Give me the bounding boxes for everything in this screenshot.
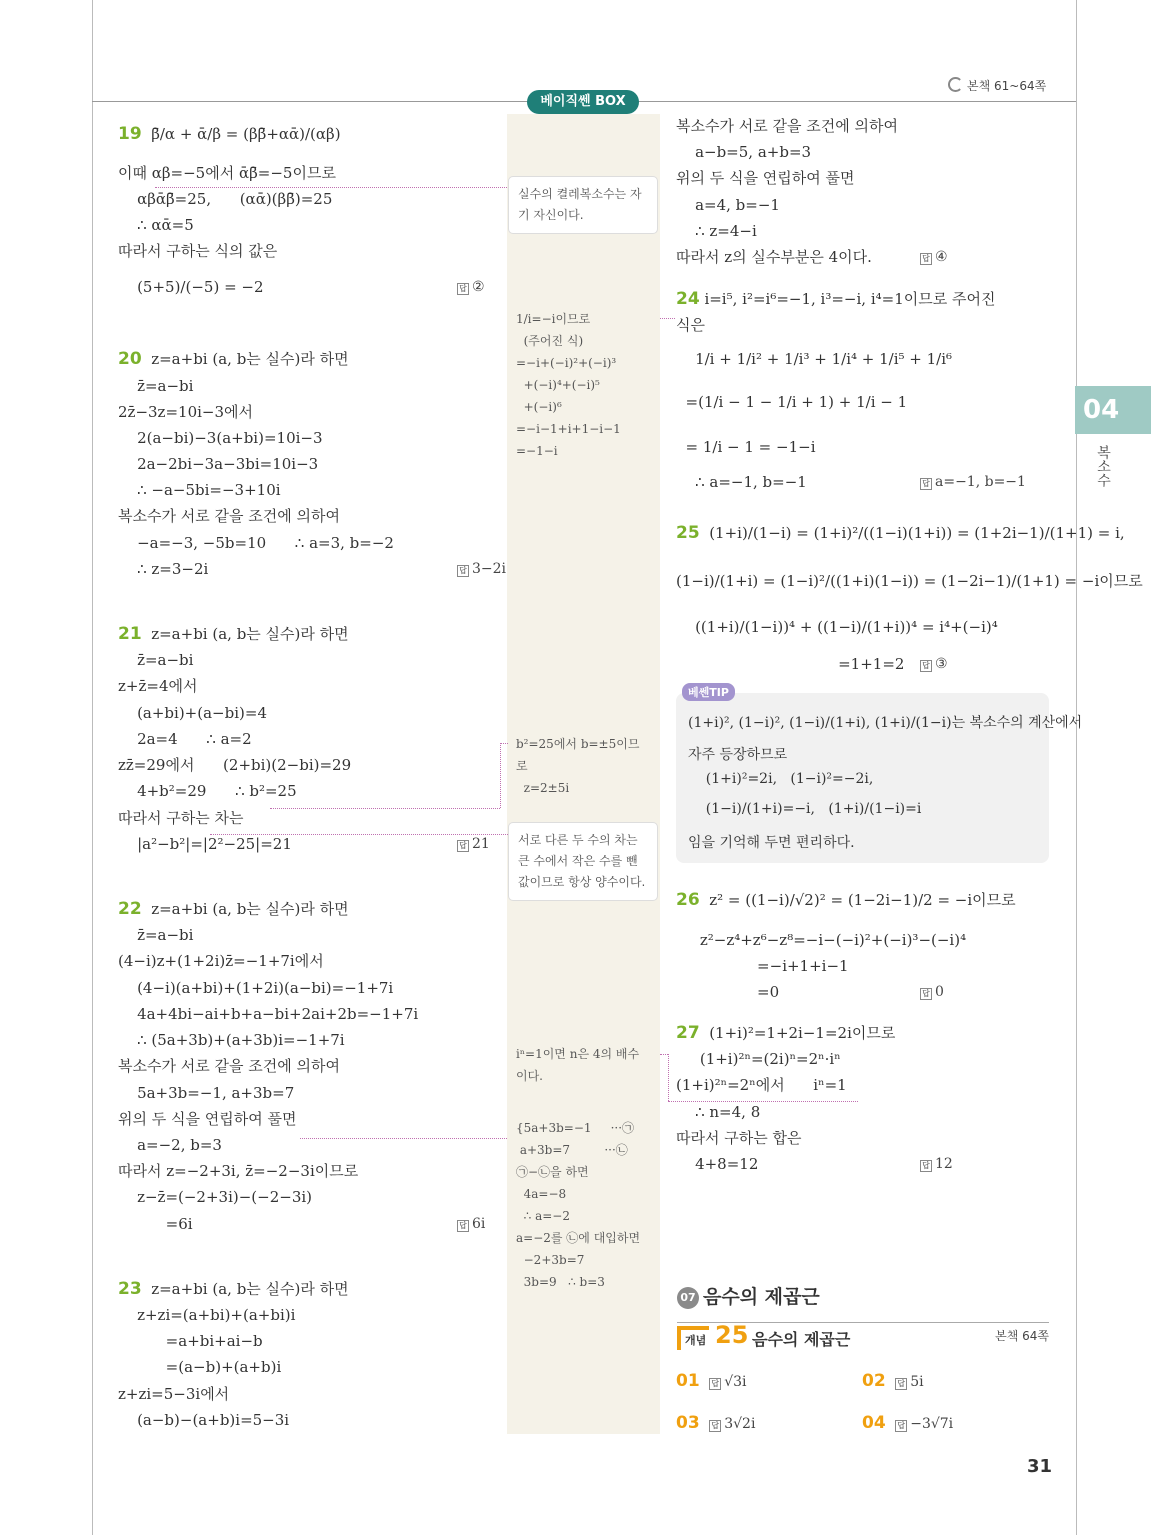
connector-line bbox=[500, 743, 508, 744]
tip-line: 자주 등장하므로 bbox=[688, 747, 788, 763]
solution-line: −a=−3, −5b=10 ∴ a=3, b=−2 bbox=[118, 534, 394, 552]
connector-line bbox=[668, 1054, 669, 1101]
solution-line: |a²−b²|=|2²−25|=21 bbox=[118, 835, 292, 853]
solution-line: ∴ z=4−i bbox=[676, 222, 757, 240]
solution-line: 복소수가 서로 같을 조건에 의하여 bbox=[118, 1057, 340, 1075]
solution-line: 따라서 구하는 합은 bbox=[676, 1129, 802, 1147]
chapter-tab: 04 bbox=[1075, 386, 1151, 434]
question-number: 19 bbox=[118, 124, 142, 144]
question-line: 19 β̄/α + ᾱ/β = (ββ̄+αᾱ)/(αβ) bbox=[118, 124, 341, 144]
solution-line: z−z̄=(−2+3i)−(−2−3i) bbox=[118, 1188, 313, 1206]
concept-number: 25 bbox=[715, 1321, 749, 1349]
solution-line: ((1+i)/(1−i))⁴ + ((1−i)/(1+i))⁴ = i⁴+(−i)⁴ bbox=[676, 618, 998, 636]
solution-line: z̄=a−bi bbox=[118, 377, 194, 395]
answer-item: 01 답 √3i bbox=[676, 1371, 747, 1391]
question-line: 26 z² = ((1−i)/√2)² = (1−2i−1)/2 = −i이므로 bbox=[676, 890, 1016, 910]
solution-line: =6i bbox=[118, 1215, 193, 1233]
answer-mark-icon: 답 bbox=[457, 565, 469, 577]
answer-mark-icon: 답 bbox=[457, 1220, 469, 1232]
tip-line: 임을 기억해 두면 편리하다. bbox=[688, 835, 855, 851]
connector-line bbox=[660, 318, 675, 319]
solution-line: zz̄=29에서 (2+bi)(2−bi)=29 bbox=[118, 756, 352, 774]
question-line: 22 z=a+bi (a, b는 실수)라 하면 bbox=[118, 899, 349, 919]
solution-line: ∴ z=3−2i bbox=[118, 560, 209, 578]
connector-line bbox=[155, 187, 507, 188]
tip-line: (1−i)/(1+i)=−i, (1+i)/(1−i)=i bbox=[688, 801, 922, 817]
book-reference: 본책 61~64쪽 bbox=[948, 77, 1046, 94]
tip-line: (1+i)²=2i, (1−i)²=−2i, bbox=[688, 771, 874, 787]
solution-line: 복소수가 서로 같을 조건에 의하여 bbox=[118, 507, 340, 525]
solution-line: 2a−2bi−3a−3bi=10i−3 bbox=[118, 455, 319, 473]
solution-line: a−b=5, a+b=3 bbox=[676, 143, 812, 161]
answer-item: 02 답 5i bbox=[862, 1371, 924, 1391]
question-line: 20 z=a+bi (a, b는 실수)라 하면 bbox=[118, 349, 349, 369]
answer-mark-icon: 답 bbox=[920, 1160, 932, 1172]
final-answer: 답 ② bbox=[457, 276, 485, 298]
solution-line: 위의 두 식을 연립하여 풀면 bbox=[118, 1110, 297, 1128]
question-line: 23 z=a+bi (a, b는 실수)라 하면 bbox=[118, 1279, 349, 1299]
question-line: 21 z=a+bi (a, b는 실수)라 하면 bbox=[118, 624, 349, 644]
question-number: 20 bbox=[118, 349, 142, 369]
solution-line: ∴ αᾱ=5 bbox=[118, 216, 194, 234]
question-number: 24 bbox=[676, 289, 700, 309]
margin-note: 1/i=−i이므로 (주어진 식) =−i+(−i)²+(−i)³ +(−i)⁴+(−i)⁵ +(−i)⁶ =−i−1+i+1−i−1 =−1−i bbox=[516, 312, 621, 458]
basic-box-badge: 베이직쎈 BOX bbox=[527, 90, 639, 114]
tip-line: (1+i)², (1−i)², (1−i)/(1+i), (1+i)/(1−i)는 복소수의 계산에서 bbox=[688, 715, 1083, 731]
margin-note: {5a+3b=−1 ···㉠ a+3b=7 ···㉡ ㉠−㉡을 하면 4a=−8 ∴ a=−2 a=−2를 ㉡에 대입하면 −2+3b=7 3b=9 ∴ b=3 bbox=[516, 1121, 641, 1289]
solution-line: 4a+4bi−ai+b+a−bi+2ai+2b=−1+7i bbox=[118, 1005, 419, 1023]
question-line: 24 i=i⁵, i²=i⁶=−1, i³=−i, i⁴=1이므로 주어진 bbox=[676, 289, 996, 309]
solution-line: =a+bi+ai−b bbox=[118, 1332, 263, 1350]
answer-mark-icon: 답 bbox=[709, 1420, 721, 1432]
final-answer: 답 6i bbox=[457, 1213, 485, 1235]
question-number: 22 bbox=[118, 899, 142, 919]
solution-line: 따라서 z=−2+3i, z̄=−2−3i이므로 bbox=[118, 1162, 359, 1180]
solution-line: 복소수가 서로 같을 조건에 의하여 bbox=[676, 117, 898, 135]
final-answer: 답 ④ bbox=[920, 246, 948, 268]
solution-line: 2a=4 ∴ a=2 bbox=[118, 730, 252, 748]
solution-line: 2(a−bi)−3(a+bi)=10i−3 bbox=[118, 429, 323, 447]
solution-line: a=−2, b=3 bbox=[118, 1136, 222, 1154]
answer-item: 04 답 −3√7i bbox=[862, 1413, 954, 1433]
solution-line: αβᾱβ̄=25, (αᾱ)(ββ̄)=25 bbox=[118, 190, 333, 208]
solution-line: 이때 αβ=−5에서 ᾱβ̄=−5이므로 bbox=[118, 164, 336, 182]
solution-line: ∴ n=4, 8 bbox=[676, 1103, 761, 1121]
final-answer: 답 12 bbox=[920, 1153, 953, 1175]
final-answer: 답 ③ bbox=[920, 653, 948, 675]
question-line: 25 (1+i)/(1−i) = (1+i)²/((1−i)(1+i)) = (1+2i−1)/(1+1) = i, bbox=[676, 523, 1125, 543]
solution-line: ∴ −a−5bi=−3+10i bbox=[118, 481, 281, 499]
solution-line: 4+b²=29 ∴ b²=25 bbox=[118, 782, 297, 800]
solution-line: 4+8=12 bbox=[676, 1155, 759, 1173]
solution-line: (1+i)²ⁿ=2ⁿ에서 iⁿ=1 bbox=[676, 1076, 847, 1094]
question-number: 25 bbox=[676, 523, 700, 543]
answer-mark-icon: 답 bbox=[895, 1378, 907, 1390]
solution-line: (1−i)/(1+i) = (1−i)²/((1+i)(1−i)) = (1−2i−1)/(1+1) = −i이므로 bbox=[676, 572, 1143, 590]
solution-line: z̄=a−bi bbox=[118, 651, 194, 669]
solution-line: ∴ (5a+3b)+(a+3b)i=−1+7i bbox=[118, 1031, 345, 1049]
connector-line bbox=[500, 743, 501, 808]
concept-title: 음수의 제곱근 bbox=[752, 1330, 851, 1349]
question-number: 26 bbox=[676, 890, 700, 910]
connector-line bbox=[210, 834, 508, 835]
refresh-icon bbox=[948, 77, 963, 92]
section-title: 음수의 제곱근 bbox=[703, 1286, 820, 1308]
solution-line: (4−i)z+(1+2i)z̄=−1+7i에서 bbox=[118, 952, 324, 970]
answer-item: 03 답 3√2i bbox=[676, 1413, 756, 1433]
solution-line: =(a−b)+(a+b)i bbox=[118, 1358, 282, 1376]
solution-line: (5+5)/(−5) = −2 bbox=[118, 278, 264, 296]
answer-mark-icon: 답 bbox=[920, 660, 932, 672]
concept-header bbox=[677, 1322, 1049, 1355]
tip-note-box: 실수의 켤레복소수는 자기 자신이다. bbox=[508, 176, 658, 234]
connector-line bbox=[660, 1054, 668, 1055]
solution-line: =(1/i − 1 − 1/i + 1) + 1/i − 1 bbox=[676, 393, 908, 411]
solution-line: ∴ a=−1, b=−1 bbox=[676, 473, 807, 491]
question-number: 27 bbox=[676, 1023, 700, 1043]
solution-line: z̄=a−bi bbox=[118, 926, 194, 944]
margin-note: iⁿ=1이면 n은 4의 배수 이다. bbox=[516, 1047, 640, 1083]
solution-line: = 1/i − 1 = −1−i bbox=[676, 438, 816, 456]
final-answer: 답 21 bbox=[457, 833, 490, 855]
solution-line: 위의 두 식을 연립하여 풀면 bbox=[676, 169, 855, 187]
question-number: 23 bbox=[118, 1279, 142, 1299]
answer-mark-icon: 답 bbox=[457, 840, 469, 852]
solution-line: =0 bbox=[676, 983, 780, 1001]
connector-line bbox=[668, 1101, 858, 1102]
section-number: 07 bbox=[677, 1287, 699, 1309]
chapter-label: 복소수 bbox=[1095, 445, 1111, 487]
final-answer: 답 a=−1, b=−1 bbox=[920, 471, 1026, 493]
answer-mark-icon: 답 bbox=[457, 283, 469, 295]
solution-line: (a−b)−(a+b)i=5−3i bbox=[118, 1411, 290, 1429]
solution-line: 따라서 구하는 차는 bbox=[118, 809, 244, 827]
solution-line: z+zi=5−3i에서 bbox=[118, 1385, 230, 1403]
solution-line: (1+i)²ⁿ=(2i)ⁿ=2ⁿ·iⁿ bbox=[676, 1050, 841, 1068]
tip-title: 베쎈TIP bbox=[682, 683, 735, 701]
solution-line: z+z̄=4에서 bbox=[118, 677, 198, 695]
answer-mark-icon: 답 bbox=[895, 1420, 907, 1432]
connector-line bbox=[270, 808, 500, 809]
solution-line: (4−i)(a+bi)+(1+2i)(a−bi)=−1+7i bbox=[118, 979, 394, 997]
final-answer: 답 0 bbox=[920, 981, 944, 1003]
solution-line: =−i+1+i−1 bbox=[676, 957, 849, 975]
solution-line: 식은 bbox=[676, 316, 705, 334]
answer-mark-icon: 답 bbox=[920, 988, 932, 1000]
connector-line bbox=[300, 1138, 507, 1139]
solution-line: 따라서 구하는 식의 값은 bbox=[118, 242, 278, 260]
solution-line: z²−z⁴+z⁶−z⁸=−i−(−i)²+(−i)³−(−i)⁴ bbox=[676, 931, 967, 949]
page-number: 31 bbox=[1027, 1456, 1053, 1477]
question-number: 21 bbox=[118, 624, 142, 644]
solution-line: z+zi=(a+bi)+(a+bi)i bbox=[118, 1306, 296, 1324]
margin-note: b²=25에서 b=±5이므 로 z=2±5i bbox=[516, 737, 640, 795]
question-line: 27 (1+i)²=1+2i−1=2i이므로 bbox=[676, 1023, 896, 1043]
solution-line: 5a+3b=−1, a+3b=7 bbox=[118, 1084, 295, 1102]
solution-line: 2z̄−3z=10i−3에서 bbox=[118, 403, 254, 421]
solution-line: =1+1=2 bbox=[676, 655, 905, 673]
tip-note-box: 서로 다른 두 수의 차는 큰 수에서 작은 수를 뺀 값이므로 항상 양수이다. bbox=[508, 822, 658, 901]
section-heading bbox=[677, 1282, 820, 1309]
concept-tag: 개념 bbox=[677, 1326, 709, 1350]
solution-line: 1/i + 1/i² + 1/i³ + 1/i⁴ + 1/i⁵ + 1/i⁶ bbox=[676, 350, 953, 368]
answer-mark-icon: 답 bbox=[709, 1378, 721, 1390]
final-answer: 답 3−2i bbox=[457, 558, 506, 580]
solution-line: 따라서 z의 실수부분은 4이다. bbox=[676, 248, 872, 266]
solution-line: (a+bi)+(a−bi)=4 bbox=[118, 704, 267, 722]
solution-line: a=4, b=−1 bbox=[676, 196, 780, 214]
answer-mark-icon: 답 bbox=[920, 253, 932, 265]
answer-mark-icon: 답 bbox=[920, 478, 932, 490]
concept-reference: 본책 64쪽 bbox=[995, 1329, 1049, 1343]
